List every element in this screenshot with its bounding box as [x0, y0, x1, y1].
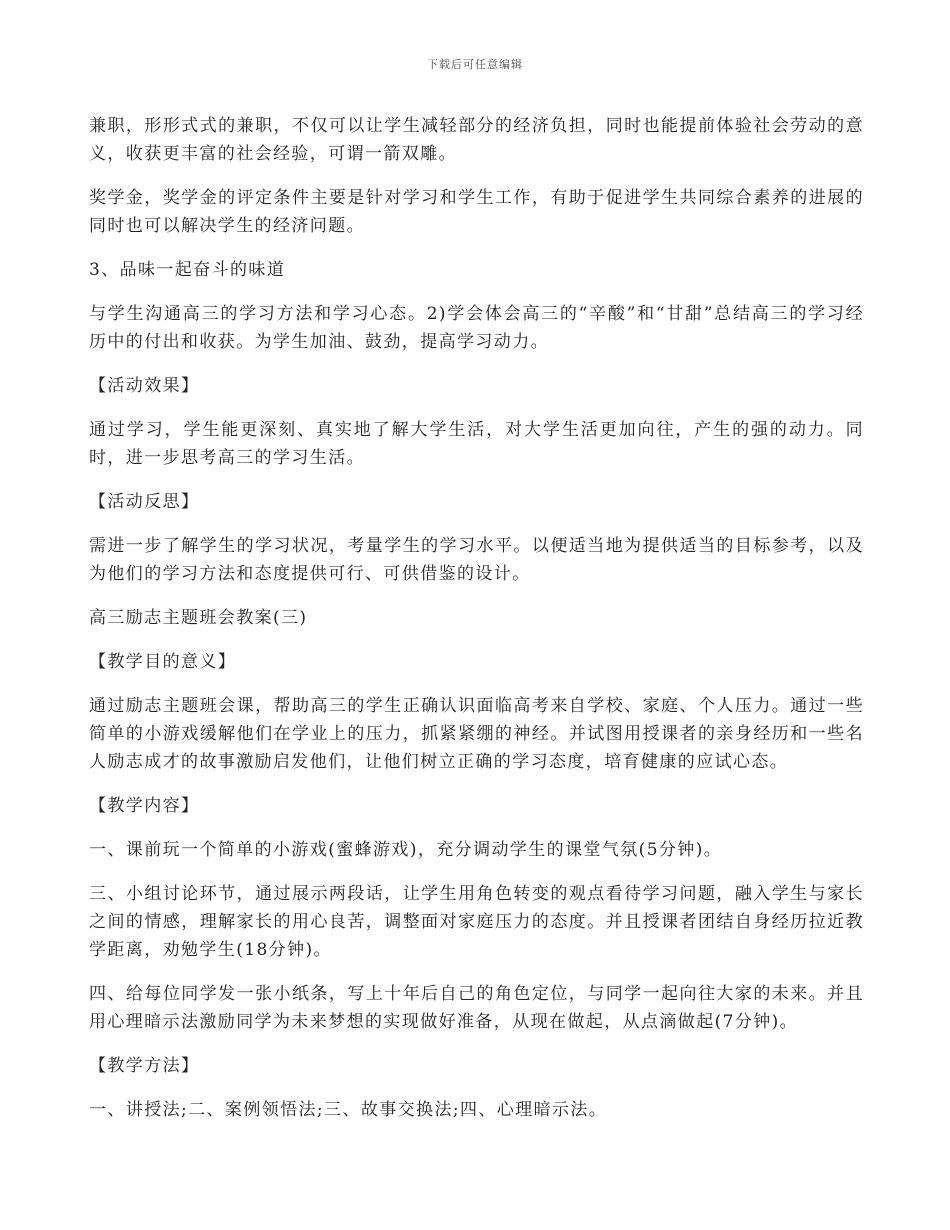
paragraph-content-item-4: 四、给每位同学发一张小纸条，写上十年后自己的角色定位，与同学一起向往大家的未来。并且用心理暗示法激励同学为未来梦想的实现做好准备，从现在做起，从点滴做起(7分钟)。 — [89, 984, 864, 1032]
paragraph-activity-effect: 通过学习，学生能更深刻、真实地了解大学生活，对大学生活更加向往，产生的强的动力。同时，进一步思考高三的学习生活。 — [89, 420, 864, 468]
paragraph-teaching-methods: 一、讲授法;二、案例领悟法;三、故事交换法;四、心理暗示法。 — [89, 1100, 608, 1120]
paragraph-content-item-1: 一、课前玩一个简单的小游戏(蜜蜂游戏)，充分调动学生的课堂气氛(5分钟)。 — [89, 840, 723, 860]
paragraph-teaching-purpose: 通过励志主题班会课，帮助高三的学生正确认识面临高考来自学校、家庭、个人压力。通过一些简单的小游戏缓解他们在学业上的压力，抓紧紧绷的神经。并试图用授课者的亲身经历和一些名人励志成才的故事激励启发他们，让他们树立正确的学习态度，培育健康的应试心态。 — [89, 696, 864, 772]
paragraph-content-item-3: 三、小组讨论环节，通过展示两段话，让学生用角色转变的观点看待学习问题，融入学生与家长之间的情感，理解家长的用心良苦，调整面对家庭压力的态度。并且授课者团结自身经历拉近教学距离，劝勉学生(18分钟)。 — [89, 884, 864, 960]
heading-activity-reflection: 【活动反思】 — [89, 492, 200, 512]
heading-teaching-purpose: 【教学目的意义】 — [89, 652, 237, 672]
heading-activity-effect: 【活动效果】 — [89, 376, 200, 396]
document-body — [89, 112, 864, 1140]
paragraph-scholarship: 奖学金，奖学金的评定条件主要是针对学习和学生工作，有助于促进学生共同综合素养的进展的同时也可以解决学生的经济问题。 — [89, 188, 864, 236]
heading-teaching-content: 【教学内容】 — [89, 796, 200, 816]
paragraph-activity-reflection: 需进一步了解学生的学习状况，考量学生的学习水平。以便适当地为提供适当的目标参考，以及为他们的学习方法和态度提供可行、可供借鉴的设计。 — [89, 536, 864, 584]
paragraph-communication: 与学生沟通高三的学习方法和学习心态。2)学会体会高三的“辛酸”和“甘甜”总结高三的学习经历中的付出和收获。为学生加油、鼓劲，提高学习动力。 — [89, 304, 864, 352]
paragraph-part-time-jobs: 兼职，形形式式的兼职，不仅可以让学生减轻部分的经济负担，同时也能提前体验社会劳动的意义，收获更丰富的社会经验，可谓一箭双雕。 — [89, 116, 864, 164]
heading-teaching-methods: 【教学方法】 — [89, 1056, 200, 1076]
section-heading-struggle: 3、品味一起奋斗的味道 — [89, 260, 286, 280]
page-header: 下载后可任意编辑 — [427, 58, 523, 71]
lesson-plan-title: 高三励志主题班会教案(三) — [89, 608, 308, 628]
